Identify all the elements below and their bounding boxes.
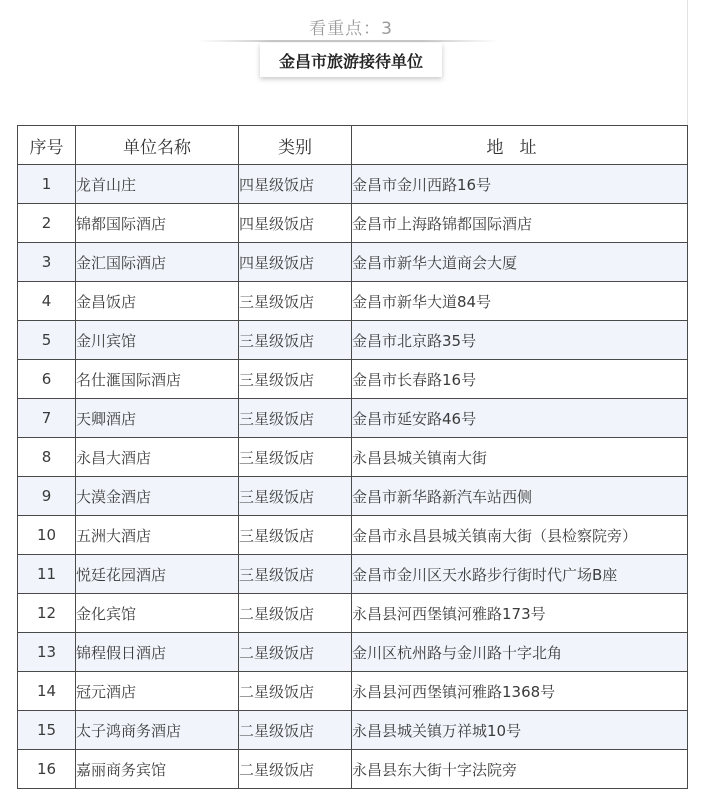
- cell-unit-name: 大漠金酒店: [76, 477, 239, 516]
- cell-unit-name: 太子鸿商务酒店: [76, 711, 239, 750]
- cell-address: 金昌市长春路16号: [352, 360, 688, 399]
- hotel-table: [17, 125, 688, 789]
- table-row: [18, 165, 688, 204]
- cell-unit-name: 永昌大酒店: [76, 438, 239, 477]
- cell-address: 金昌市永昌县城关镇南大街（县检察院旁）: [352, 516, 688, 555]
- column-header-address: 地址: [352, 126, 688, 165]
- title-divider: [198, 40, 498, 42]
- cell-unit-name: 名仕滙国际酒店: [76, 360, 239, 399]
- cell-number: 12: [18, 594, 76, 633]
- cell-category: 二星级饭店: [239, 672, 352, 711]
- table-row: [18, 594, 688, 633]
- column-header-number: 序号: [18, 126, 76, 165]
- cell-category: 四星级饭店: [239, 243, 352, 282]
- table-row: [18, 438, 688, 477]
- cell-category: 三星级饭店: [239, 360, 352, 399]
- cell-unit-name: 锦都国际酒店: [76, 204, 239, 243]
- cell-number: 4: [18, 282, 76, 321]
- table-row: [18, 360, 688, 399]
- table-row: [18, 711, 688, 750]
- cell-category: 三星级饭店: [239, 516, 352, 555]
- cell-number: 14: [18, 672, 76, 711]
- cell-category: 二星级饭店: [239, 711, 352, 750]
- cell-address: 金昌市金川区天水路步行街时代广场B座: [352, 555, 688, 594]
- cell-category: 三星级饭店: [239, 555, 352, 594]
- table-row: [18, 282, 688, 321]
- cell-category: 四星级饭店: [239, 165, 352, 204]
- cell-number: 6: [18, 360, 76, 399]
- cell-unit-name: 五洲大酒店: [76, 516, 239, 555]
- cell-number: 8: [18, 438, 76, 477]
- cell-unit-name: 锦程假日酒店: [76, 633, 239, 672]
- cell-number: 13: [18, 633, 76, 672]
- cell-address: 永昌县城关镇万祥城10号: [352, 711, 688, 750]
- cell-category: 三星级饭店: [239, 321, 352, 360]
- table-row: [18, 321, 688, 360]
- cell-category: 三星级饭店: [239, 438, 352, 477]
- table-row: [18, 672, 688, 711]
- cell-number: 1: [18, 165, 76, 204]
- cell-category: 二星级饭店: [239, 633, 352, 672]
- cell-number: 5: [18, 321, 76, 360]
- cell-address: 永昌县城关镇南大街: [352, 438, 688, 477]
- cell-address: 永昌县河西堡镇河雅路173号: [352, 594, 688, 633]
- table-row: [18, 477, 688, 516]
- cell-number: 7: [18, 399, 76, 438]
- cell-address: 金昌市金川西路16号: [352, 165, 688, 204]
- cell-number: 2: [18, 204, 76, 243]
- cell-address: 金昌市北京路35号: [352, 321, 688, 360]
- cell-category: 二星级饭店: [239, 750, 352, 789]
- cell-unit-name: 悦廷花园酒店: [76, 555, 239, 594]
- cell-category: 三星级饭店: [239, 477, 352, 516]
- cell-address: 金昌市新华大道商会大厦: [352, 243, 688, 282]
- cell-address: 永昌县东大街十字法院旁: [352, 750, 688, 789]
- cell-unit-name: 金汇国际酒店: [76, 243, 239, 282]
- column-header-name: 单位名称: [76, 126, 239, 165]
- cell-address: 金昌市上海路锦都国际酒店: [352, 204, 688, 243]
- table-row: [18, 516, 688, 555]
- cell-address: 金川区杭州路与金川路十字北角: [352, 633, 688, 672]
- cell-address: 金昌市新华大道84号: [352, 282, 688, 321]
- cell-number: 10: [18, 516, 76, 555]
- cell-category: 二星级饭店: [239, 594, 352, 633]
- table-row: [18, 399, 688, 438]
- cell-number: 9: [18, 477, 76, 516]
- cell-category: 四星级饭店: [239, 204, 352, 243]
- table-header-row: [18, 126, 688, 165]
- cell-address: 永昌县河西堡镇河雅路1368号: [352, 672, 688, 711]
- cell-address: 金昌市延安路46号: [352, 399, 688, 438]
- cell-number: 16: [18, 750, 76, 789]
- cell-unit-name: 嘉丽商务宾馆: [76, 750, 239, 789]
- table-row: [18, 243, 688, 282]
- cell-unit-name: 金化宾馆: [76, 594, 239, 633]
- cell-unit-name: 金昌饭店: [76, 282, 239, 321]
- cell-address: 金昌市新华路新汽车站西侧: [352, 477, 688, 516]
- cell-unit-name: 天卿酒店: [76, 399, 239, 438]
- cell-number: 3: [18, 243, 76, 282]
- cell-number: 11: [18, 555, 76, 594]
- cell-category: 三星级饭店: [239, 282, 352, 321]
- cell-unit-name: 龙首山庄: [76, 165, 239, 204]
- table-row: [18, 555, 688, 594]
- column-header-type: 类别: [239, 126, 352, 165]
- table-row: [18, 204, 688, 243]
- cell-unit-name: 冠元酒店: [76, 672, 239, 711]
- table-row: [18, 633, 688, 672]
- cell-unit-name: 金川宾馆: [76, 321, 239, 360]
- cell-number: 15: [18, 711, 76, 750]
- cell-category: 三星级饭店: [239, 399, 352, 438]
- page-title: 金昌市旅游接待单位: [260, 43, 442, 77]
- table-row: [18, 750, 688, 789]
- section-kicker: 看重点：3: [309, 19, 393, 39]
